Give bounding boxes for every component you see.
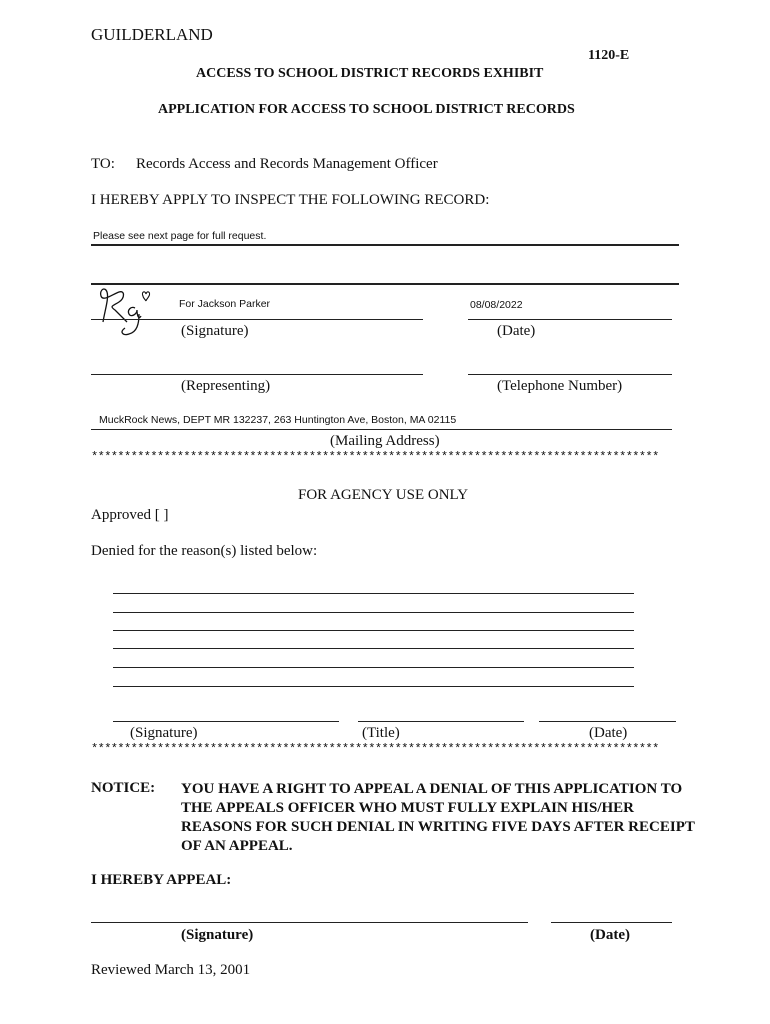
date-value: 08/08/2022 [470, 299, 523, 311]
denial-reason-line-2 [113, 612, 634, 613]
denial-reason-line-5 [113, 667, 634, 668]
date-label: (Date) [497, 323, 536, 339]
telephone-label: (Telephone Number) [497, 378, 623, 394]
record-request-text: Please see next page for full request. [93, 230, 267, 242]
mailing-address-label: (Mailing Address) [330, 433, 440, 449]
agency-date-line [539, 721, 676, 722]
denied-label: Denied for the reason(s) listed below: [91, 543, 318, 559]
agency-title-label: (Title) [362, 725, 400, 741]
separator-1: ************************************************************************************** [91, 450, 659, 464]
signature-text: For Jackson Parker [179, 298, 271, 310]
signature-label: (Signature) [181, 323, 249, 339]
denial-reason-line-3 [113, 630, 634, 631]
representing-line [91, 374, 423, 375]
to-recipient: Records Access and Records Management Officer [136, 156, 438, 172]
denial-reason-line-4 [113, 648, 634, 649]
to-label: TO: [91, 156, 115, 172]
district-name: GUILDERLAND [91, 25, 213, 44]
exhibit-title: ACCESS TO SCHOOL DISTRICT RECORDS EXHIBIT [196, 66, 544, 81]
agency-heading: FOR AGENCY USE ONLY [298, 487, 469, 503]
signature-line [91, 319, 423, 320]
agency-signature-line [113, 721, 339, 722]
appeal-signature-line [91, 922, 528, 923]
form-title: APPLICATION FOR ACCESS TO SCHOOL DISTRICT RECORDS [158, 102, 575, 117]
telephone-line [468, 374, 672, 375]
handwritten-signature [95, 284, 157, 338]
mailing-address-value: MuckRock News, DEPT MR 132237, 263 Huntington Ave, Boston, MA 02115 [99, 414, 457, 426]
reviewed-date: Reviewed March 13, 2001 [91, 962, 251, 978]
appeal-signature-label: (Signature) [181, 927, 254, 943]
policy-code: 1120-E [588, 48, 630, 63]
denial-reason-line-1 [113, 593, 634, 594]
record-line-2 [91, 283, 679, 285]
date-line [468, 319, 672, 320]
representing-label: (Representing) [181, 378, 271, 394]
mailing-address-line [91, 429, 672, 430]
apply-statement: I HEREBY APPLY TO INSPECT THE FOLLOWING RECORD: [91, 192, 490, 208]
notice-label: NOTICE: [91, 780, 156, 796]
appeal-heading: I HEREBY APPEAL: [91, 872, 232, 888]
denial-reason-line-6 [113, 686, 634, 687]
agency-signature-label: (Signature) [130, 725, 198, 741]
agency-date-label: (Date) [589, 725, 628, 741]
approved-checkbox: Approved [ ] [91, 507, 169, 523]
notice-text: YOU HAVE A RIGHT TO APPEAL A DENIAL OF THIS APPLICATION TO THE APPEALS OFFICER WHO MUST FULLY EXPLAIN HIS/HER REASONS FOR SUCH DENIAL IN WRITING FIVE DAYS AFTER RECEIPT OF AN APPEAL. [181, 781, 695, 854]
appeal-date-label: (Date) [590, 927, 630, 943]
separator-2: ************************************************************************************** [91, 742, 659, 756]
agency-title-line [358, 721, 524, 722]
record-line-1 [91, 244, 679, 246]
appeal-date-line [551, 922, 672, 923]
